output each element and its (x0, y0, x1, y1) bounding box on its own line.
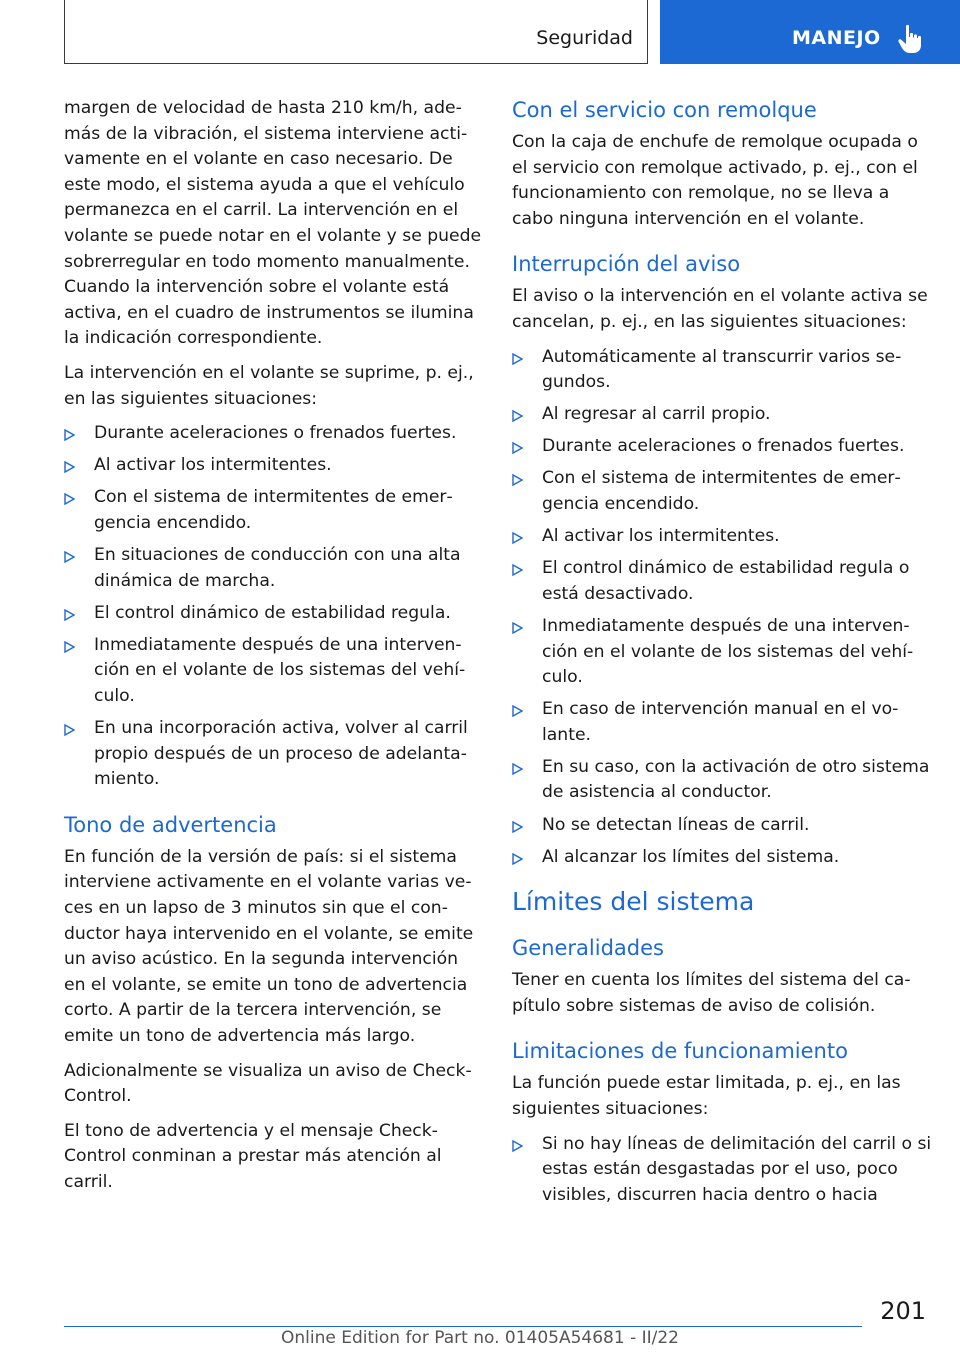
list-item (512, 845, 932, 871)
paragraph: En función de la versión de país: si el sistema interviene activamente en el volante varias veces en un lapso de 3 minutos sin que el conductor haya intervenido en el volante, se emite un aviso acústico. En la segunda intervención en el volante, se emite un tono de advertencia corto. A partir de la tercera intervención, se emite un tono de advertencia más largo. (64, 846, 474, 1046)
list-item (512, 614, 932, 691)
paragraph: Tener en cuenta los límites del sistema del capítulo sobre sistemas de aviso de colisión. (512, 970, 911, 1016)
list-item-text: Con el sistema de intermitentes de emergencia encendido. (94, 487, 453, 533)
footer-divider (64, 1326, 862, 1327)
list-item (512, 1132, 932, 1209)
paragraph: El tono de advertencia y el mensaje Check-Control conminan a prestar más atención al carril. (64, 1120, 442, 1192)
list-item (64, 421, 482, 447)
list-item-text: Inmediatamente después de una intervención en el volante de los sistemas del vehículo. (542, 615, 914, 688)
triangle-bullet-icon (512, 564, 523, 576)
paragraph: margen de velocidad de hasta 210 km/h, además de la vibración, el sistema interviene activamente en el volante en caso necesario. De este modo, el sistema ayuda a que el vehículo permanezca en el carril. La intervención en el volante se puede notar en el volante y se puede sobrerregular en todo momento manualmente. Cuando la intervención sobre el volante está activa, en el cuadro de instrumentos se ilumina la indicación correspondiente. (64, 98, 482, 349)
list-item-text: Automáticamente al transcurrir varios segundos. (542, 346, 902, 393)
paragraph: Con la caja de enchufe de remolque ocupada o el servicio con remolque activado, p. ej., con el funcionamiento con remolque, no se lleva a cabo ninguna intervención en el volante. (512, 132, 918, 229)
triangle-bullet-icon (512, 353, 523, 365)
triangle-bullet-icon (64, 429, 75, 441)
list-item-text: En su caso, con la activación de otro sistema de asistencia al conductor. (542, 756, 930, 803)
list-item-text: Al regresar al carril propio. (542, 404, 771, 425)
header-chapter-tab (660, 0, 960, 64)
triangle-bullet-icon (512, 821, 523, 833)
triangle-bullet-icon (512, 474, 523, 486)
right-column (512, 96, 932, 1217)
triangle-bullet-icon (64, 641, 75, 653)
list-item (512, 524, 932, 550)
bullet-list (64, 421, 482, 793)
list-item-text: Al alcanzar los límites del sistema. (542, 846, 840, 867)
list-item (512, 466, 932, 517)
list-item (512, 434, 932, 460)
list-item-text: Si no hay líneas de delimitación del carril o si estas están desgastadas por el uso, poco visibles, discurren hacia dentro o hacia (542, 1133, 932, 1205)
heading-limitaciones-de-funcionamiento: Limitaciones de funcionamiento (512, 1039, 848, 1064)
triangle-bullet-icon (64, 461, 75, 473)
bullet-list (512, 1132, 932, 1209)
list-item (64, 543, 482, 594)
triangle-bullet-icon (512, 705, 523, 717)
left-column (64, 96, 482, 1205)
triangle-bullet-icon (512, 1140, 523, 1152)
triangle-bullet-icon (512, 853, 523, 865)
list-item-text: Con el sistema de intermitentes de emergencia encendido. (542, 468, 901, 515)
list-item (512, 556, 932, 607)
list-item (64, 716, 482, 793)
list-item (512, 755, 932, 806)
list-item-text: Inmediatamente después de una intervención en el volante de los sistemas del vehículo. (94, 634, 466, 706)
paragraph: El aviso o la intervención en el volante activa se cancelan, p. ej., en las siguientes situaciones: (512, 286, 928, 332)
list-item-text: Durante aceleraciones o frenados fuertes. (94, 423, 457, 444)
list-item (512, 697, 932, 748)
heading-limites-del-sistema: Límites del sistema (512, 887, 755, 917)
list-item (64, 601, 482, 627)
list-item-text: El control dinámico de estabilidad regula o está desactivado. (542, 558, 910, 604)
triangle-bullet-icon (512, 410, 523, 422)
list-item-text: Al activar los intermitentes. (94, 455, 332, 476)
list-item-text: En una incorporación activa, volver al carril propio después de un proceso de adelantamiento. (94, 718, 468, 790)
list-item (512, 345, 932, 396)
header-section-box (64, 0, 648, 64)
page-number: 201 (880, 1297, 926, 1325)
heading-interrupcion-del-aviso: Interrupción del aviso (512, 252, 741, 277)
triangle-bullet-icon (64, 493, 75, 505)
list-item-text: No se detectan líneas de carril. (542, 814, 810, 835)
paragraph: La función puede estar limitada, p. ej., en las siguientes situaciones: (512, 1073, 901, 1120)
list-item-text: El control dinámico de estabilidad regula. (94, 602, 451, 623)
triangle-bullet-icon (512, 532, 523, 544)
bullet-list (512, 345, 932, 871)
list-item (64, 485, 482, 536)
list-item-text: En situaciones de conducción con una alta dinámica de marcha. (94, 545, 461, 591)
list-item-text: En caso de intervención manual en el volante. (542, 699, 899, 745)
list-item (64, 453, 482, 479)
triangle-bullet-icon (64, 551, 75, 563)
heading-generalidades: Generalidades (512, 936, 664, 961)
list-item (64, 633, 482, 710)
list-item-text: Durante aceleraciones o frenados fuertes. (542, 436, 905, 457)
header-chapter-title: MANEJO (792, 27, 881, 49)
triangle-bullet-icon (512, 763, 523, 775)
list-item (512, 813, 932, 839)
list-item-text: Al activar los intermitentes. (542, 526, 780, 547)
header-section-title: Seguridad (536, 27, 633, 49)
hand-pointer-icon (897, 24, 925, 54)
paragraph: Adicionalmente se visualiza un aviso de Check-Control. (64, 1060, 472, 1107)
triangle-bullet-icon (512, 622, 523, 634)
footer-edition: Online Edition for Part no. 01405A54681 - II/22 (280, 1328, 679, 1348)
list-item (512, 402, 932, 428)
triangle-bullet-icon (64, 724, 75, 736)
heading-tono-de-advertencia: Tono de advertencia (64, 812, 277, 837)
heading-servicio-con-remolque: Con el servicio con remolque (512, 98, 817, 122)
triangle-bullet-icon (512, 442, 523, 454)
paragraph: La intervención en el volante se suprime, p. ej., en las siguientes situaciones: (64, 362, 474, 409)
triangle-bullet-icon (64, 609, 75, 621)
